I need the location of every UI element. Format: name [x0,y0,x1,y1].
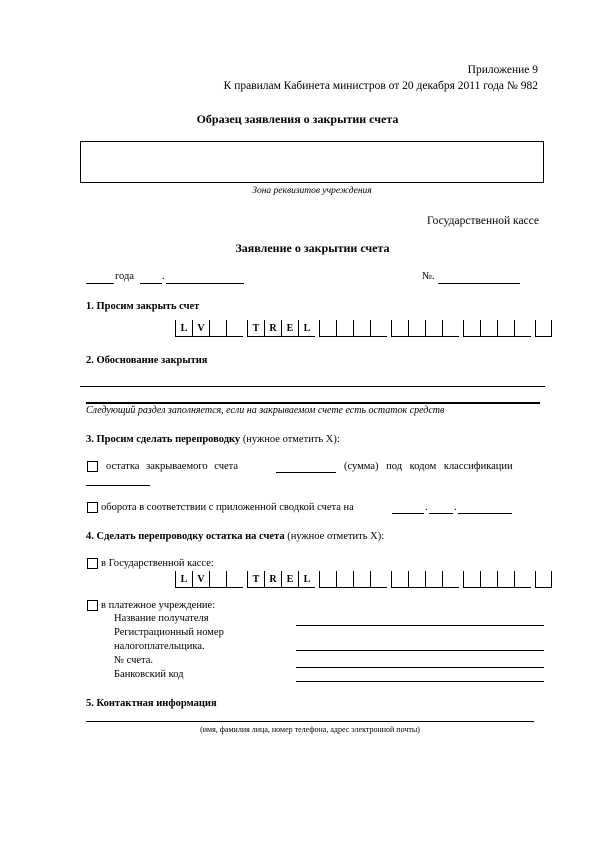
account-cell[interactable] [370,320,387,337]
account-cell[interactable] [391,571,408,588]
reg-label-1: Регистрационный номер [114,627,224,638]
date-separator: . [162,271,165,282]
account-cell[interactable]: R [264,320,281,337]
account-cell[interactable]: L [298,571,315,588]
account-cell[interactable] [497,571,514,588]
account-cell[interactable] [535,320,552,337]
account-label: № счета. [114,655,154,666]
treasury-label: в Государственной кассе: [101,558,214,569]
bank-code-label: Банковский код [114,669,184,680]
reason-field[interactable] [80,386,545,387]
account-cell[interactable] [442,571,459,588]
contact-caption: (имя, фамилия лица, номер телефона, адрес электронной почты) [200,725,420,734]
account-cell[interactable]: V [192,320,209,337]
account-cell[interactable] [319,571,336,588]
number-label: №. [422,271,435,282]
account-cell[interactable] [497,320,514,337]
account-cell[interactable] [336,571,353,588]
recipient-label: Название получателя [114,613,209,624]
section1-title: 1. Просим закрыть счет [86,301,200,312]
date-year-label: года [115,271,134,282]
form-title: Заявление о закрытии счета [235,241,390,255]
account-cell[interactable]: T [247,571,264,588]
option1-text-a: остатка закрываемого счета [106,461,239,472]
date-day-field[interactable] [86,283,114,284]
reg-label-2: налогоплательщика. [114,641,205,652]
date-month-field[interactable] [140,283,162,284]
rules-reference: К правилам Кабинета министров от 20 декабря 2011 года № 982 [223,80,538,92]
addressee: Государственной кассе [426,215,539,227]
treasury-checkbox[interactable] [87,558,98,569]
account-cell[interactable] [408,320,425,337]
recipient-field[interactable] [296,625,544,626]
option2-checkbox[interactable] [87,502,98,513]
section5-title: 5. Контактная информация [86,698,217,709]
section3-title [86,434,340,445]
classification-field[interactable] [86,485,150,486]
bank-code-field[interactable] [296,681,544,682]
option2-text: оборота в соответствии с приложенной сводкой счета на [101,502,354,513]
payment-label: в платежное учреждение: [101,600,216,611]
number-field[interactable] [438,283,520,284]
section2-note: Следующий раздел заполняется, если на закрываемом счете есть остаток средств [86,405,445,416]
account-cell[interactable]: E [281,320,298,337]
date-field[interactable] [166,283,244,284]
account-cell[interactable]: L [298,320,315,337]
account-cell[interactable] [535,571,552,588]
amount-field[interactable] [276,472,336,473]
turnover-year-field[interactable] [458,513,512,514]
account-cell[interactable] [336,320,353,337]
account-cell[interactable] [463,320,480,337]
account-cell[interactable] [353,320,370,337]
account-cell[interactable] [425,320,442,337]
account-cell[interactable] [463,571,480,588]
requisites-caption: Зона реквизитов учреждения [252,186,372,196]
section2-title: 2. Обоснование закрытия [86,355,208,366]
account-cell[interactable] [209,571,226,588]
sample-title: Образец заявления о закрытии счета [196,112,399,126]
account-cell[interactable] [319,320,336,337]
payment-checkbox[interactable] [87,600,98,611]
appendix-label: Приложение 9 [467,64,538,76]
account-cell[interactable] [514,320,531,337]
account-cells-1[interactable] [175,320,552,337]
section3-title-bold: 3. Просим сделать перепроводку [86,434,241,445]
account-cell[interactable]: E [281,571,298,588]
account-cell[interactable]: V [192,571,209,588]
turnover-sep-1: . [425,502,428,513]
account-cell[interactable] [480,571,497,588]
option1-text-b: (сумма) под кодом классификации [344,461,513,472]
section4-title [86,531,384,542]
section3-title-rest: (нужное отметить X): [242,434,340,445]
account-cell[interactable] [209,320,226,337]
option1-checkbox[interactable] [87,461,98,472]
account-cell[interactable] [425,571,442,588]
turnover-sep-2: . [454,502,457,513]
account-cell[interactable] [480,320,497,337]
account-cell[interactable] [442,320,459,337]
account-cell[interactable]: R [264,571,281,588]
account-cell[interactable] [391,320,408,337]
account-cell[interactable]: T [247,320,264,337]
requisites-box [80,141,544,183]
account-cell[interactable] [226,571,243,588]
account-cell[interactable] [370,571,387,588]
account-cell[interactable]: L [175,571,192,588]
account-cells-2[interactable] [175,571,552,588]
account-cell[interactable]: L [175,320,192,337]
contact-field[interactable] [86,721,534,722]
account-cell[interactable] [353,571,370,588]
account-cell[interactable] [408,571,425,588]
account-cell[interactable] [226,320,243,337]
divider [86,402,540,404]
section4-title-rest: (нужное отметить X): [287,531,385,542]
turnover-day-field[interactable] [392,513,424,514]
account-field[interactable] [296,667,544,668]
reg-number-field[interactable] [296,650,544,651]
account-cell[interactable] [514,571,531,588]
section4-title-bold: 4. Сделать перепроводку остатка на счета [86,531,285,542]
turnover-month-field[interactable] [429,513,453,514]
